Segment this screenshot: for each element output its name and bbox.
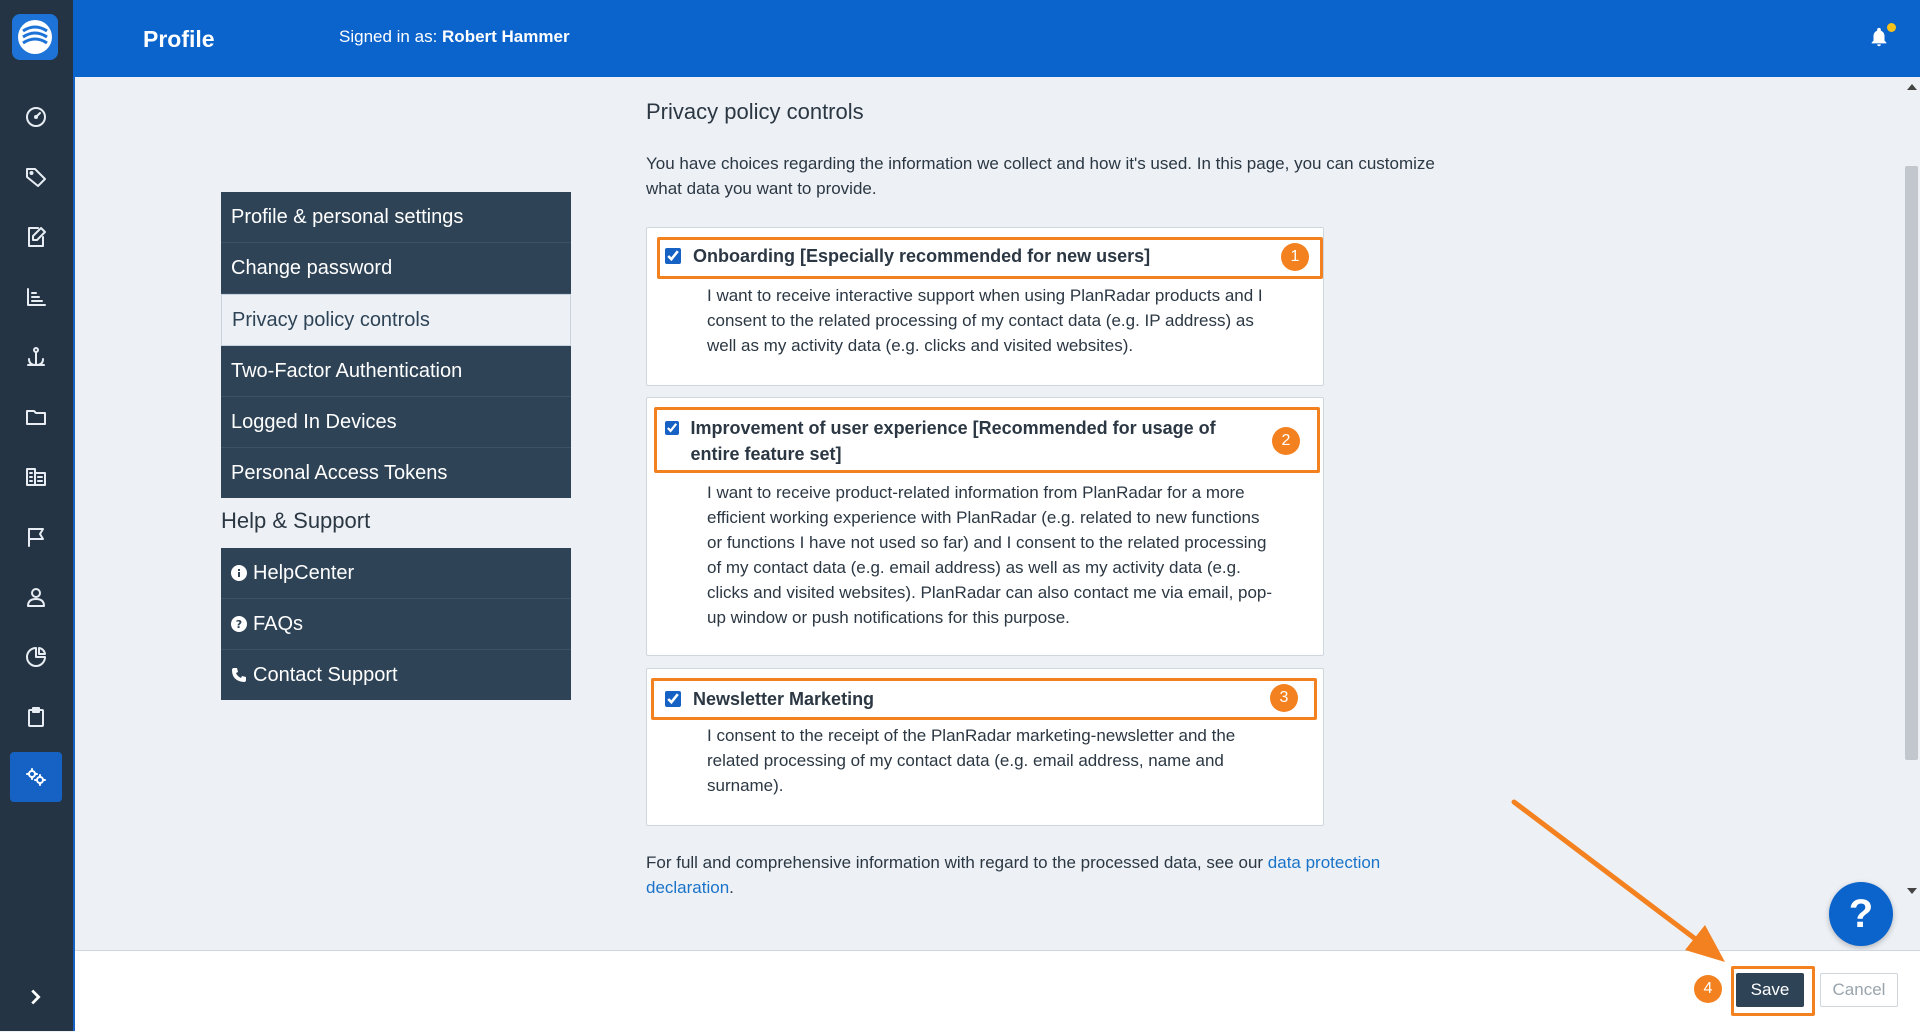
help-item-faqs[interactable] [221, 599, 571, 650]
menu-item-change-password[interactable]: Change password [221, 243, 571, 294]
top-bar [73, 0, 1920, 77]
logo-icon [15, 17, 55, 57]
annotation-arrow [1500, 790, 1750, 970]
footer-bar [75, 950, 1920, 1032]
option-description: I want to receive product-related information from PlanRadar for a more efficient working experience with PlanRadar (e.g. related to new functions or functions I have not used so far) and I consent to the related processing of my contact data (e.g. email address) as well as my activity data (e.g. clicks and visited websites). PlanRadar can also contact me via email, pop-up window or push notifications for this purpose. [707, 483, 1273, 627]
signed-in-prefix: Signed in as: [339, 27, 438, 46]
expand-rail-button[interactable] [24, 986, 48, 1010]
building-icon[interactable] [10, 452, 62, 502]
newsletter-checkbox[interactable] [665, 691, 681, 707]
signed-in-info [339, 27, 570, 47]
cancel-button[interactable]: Cancel [1820, 973, 1898, 1007]
svg-text:?: ? [235, 618, 243, 631]
scroll-down-arrow[interactable] [1907, 888, 1917, 894]
step-badge: 4 [1694, 975, 1722, 1003]
help-item-contact-support[interactable] [221, 650, 571, 700]
user-experience-checkbox[interactable] [665, 420, 679, 436]
question-icon [231, 616, 247, 632]
scrollbar-thumb[interactable] [1905, 166, 1918, 760]
step-badge: 1 [1281, 243, 1309, 271]
menu-item-access-tokens[interactable]: Personal Access Tokens [231, 462, 448, 484]
help-item-label: Contact Support [253, 664, 398, 686]
menu-item-privacy[interactable]: Privacy policy controls [221, 294, 571, 346]
privacy-option-card [646, 227, 1324, 386]
settings-gears-icon[interactable] [10, 752, 62, 802]
user-icon[interactable] [10, 572, 62, 622]
help-menu [221, 548, 571, 700]
tag-icon[interactable] [10, 152, 62, 202]
chevron-right-icon [24, 986, 46, 1008]
menu-item-logged-in-devices[interactable]: Logged In Devices [221, 397, 571, 448]
data-protection-note [646, 850, 1426, 900]
step-badge: 2 [1272, 427, 1300, 455]
notifications-button[interactable] [1868, 26, 1892, 50]
footnote-suffix: . [729, 878, 734, 897]
option-header [665, 243, 1150, 269]
user-name: Robert Hammer [442, 27, 570, 46]
flag-icon[interactable] [10, 512, 62, 562]
notification-dot [1887, 23, 1896, 32]
option-description: I want to receive interactive support when using PlanRadar products and I consent to the related processing of my contact data (e.g. IP address) as well as my activity data (e.g. clicks and visited websites). [707, 286, 1263, 355]
privacy-option-card [646, 668, 1324, 826]
option-header [665, 686, 874, 712]
save-button[interactable]: Save [1736, 973, 1804, 1007]
dashboard-icon[interactable] [10, 92, 62, 142]
intro-text: You have choices regarding the information we collect and how it's used. In this page, you can customize what data you want to provide. [646, 154, 1435, 198]
option-label: Onboarding [Especially recommended for new users] [693, 246, 1151, 266]
menu-item-two-factor[interactable]: Two-Factor Authentication [221, 346, 571, 397]
chart-icon[interactable] [10, 272, 62, 322]
onboarding-checkbox[interactable] [665, 248, 681, 264]
scroll-up-arrow[interactable] [1907, 84, 1917, 90]
option-label: Improvement of user experience [Recommended for usage of entire feature set] [690, 418, 1216, 464]
anchor-icon[interactable] [10, 332, 62, 382]
planradar-logo[interactable] [12, 14, 58, 60]
help-item-label: HelpCenter [253, 562, 355, 584]
edit-document-icon[interactable] [10, 212, 62, 262]
pie-chart-icon[interactable] [10, 632, 62, 682]
help-item-label: FAQs [253, 613, 304, 635]
folder-icon[interactable] [10, 392, 62, 442]
help-support-title: Help & Support [221, 508, 371, 533]
privacy-option-card [646, 397, 1324, 656]
section-title: Privacy policy controls [646, 99, 864, 124]
option-label: Newsletter Marketing [693, 689, 875, 709]
step-badge: 3 [1270, 684, 1298, 712]
help-chat-button[interactable]: ? [1829, 882, 1893, 946]
phone-icon [231, 667, 247, 683]
clipboard-icon[interactable] [10, 692, 62, 742]
left-rail [0, 0, 75, 1031]
footnote-text: For full and comprehensive information with regard to the processed data, see our [646, 853, 1268, 872]
option-description: I consent to the receipt of the PlanRadar marketing-newsletter and the related processing of my contact data (e.g. email address, name and surname). [707, 726, 1236, 795]
option-header [665, 415, 1265, 467]
info-icon [231, 565, 247, 581]
page-title: Profile [143, 26, 215, 52]
settings-menu [221, 192, 571, 498]
data-protection-link[interactable]: data protection declaration [646, 853, 1381, 897]
help-item-helpcenter[interactable] [221, 548, 571, 599]
menu-item-profile[interactable]: Profile & personal settings [221, 192, 571, 243]
